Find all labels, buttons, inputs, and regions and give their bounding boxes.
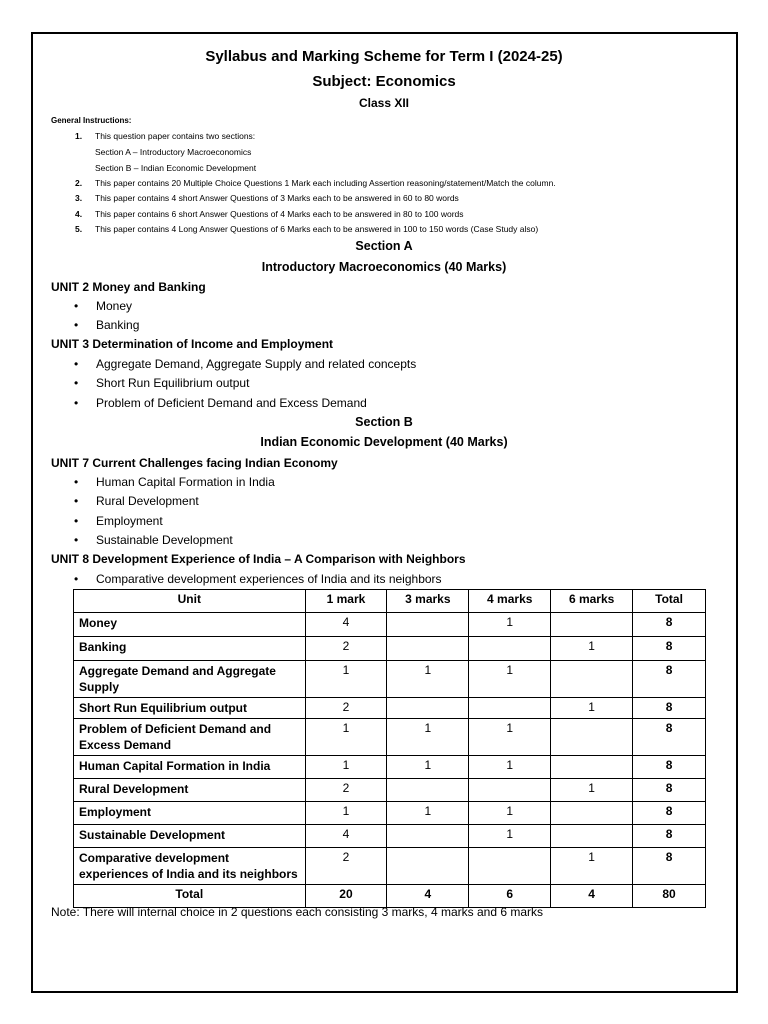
instruction-number: 3. <box>75 193 83 203</box>
bullet-icon: • <box>74 396 79 410</box>
unit-cell: Comparative development experiences of India and its neighbors <box>74 848 306 885</box>
unit-cell: Banking <box>74 637 306 661</box>
instructions-heading: General Instructions: <box>51 116 132 125</box>
list-item: • Rural Development <box>74 494 199 508</box>
unit-cell: Employment <box>74 802 306 825</box>
table-row <box>74 779 706 802</box>
bullet-icon: • <box>74 376 79 390</box>
section-a-label: Section A <box>355 239 413 253</box>
table-row <box>74 848 706 885</box>
unit-heading: UNIT 3 Determination of Income and Employment <box>51 337 334 351</box>
three-marks-cell <box>387 825 469 848</box>
table-row <box>74 613 706 637</box>
list-item: • Comparative development experiences of India and its neighbors <box>74 572 442 586</box>
four-marks-cell: 1 <box>469 756 551 779</box>
instruction-text: Section B – Indian Economic Development <box>95 163 257 173</box>
subject-heading: Subject: Economics <box>312 73 456 90</box>
one-mark-cell: 1 <box>305 719 387 756</box>
one-mark-cell: 2 <box>305 698 387 719</box>
bullet-icon: • <box>74 357 79 371</box>
class-heading: Class XII <box>358 96 410 110</box>
total-cell: 8 <box>633 779 706 802</box>
bullet-icon: • <box>74 475 79 489</box>
unit-cell: Rural Development <box>74 779 306 802</box>
total-cell: 8 <box>633 637 706 661</box>
table-row <box>74 719 706 756</box>
total-3-marks: 4 <box>387 885 469 908</box>
total-cell: 8 <box>633 698 706 719</box>
unit-heading: UNIT 8 Development Experience of India – A Comparison with Neighbors <box>51 552 466 566</box>
list-item: • Money <box>74 299 133 313</box>
six-marks-cell: 1 <box>551 637 633 661</box>
three-marks-cell: 1 <box>387 719 469 756</box>
six-marks-cell: 1 <box>551 779 633 802</box>
unit-cell: Problem of Deficient Demand and Excess Demand <box>74 719 306 756</box>
unit-cell: Money <box>74 613 306 637</box>
unit-cell: Sustainable Development <box>74 825 306 848</box>
instruction-number: 2. <box>75 178 83 188</box>
unit-cell: Short Run Equilibrium output <box>74 698 306 719</box>
one-mark-cell: 1 <box>305 661 387 698</box>
instruction-number: 4. <box>75 209 83 219</box>
four-marks-cell: 1 <box>469 719 551 756</box>
total-cell: 8 <box>633 802 706 825</box>
list-item: • Problem of Deficient Demand and Excess Demand <box>74 396 367 410</box>
bullet-icon: • <box>74 533 79 547</box>
total-cell: 8 <box>633 825 706 848</box>
three-marks-cell: 1 <box>387 756 469 779</box>
header-1-mark: 1 mark <box>305 590 387 613</box>
list-item: • Sustainable Development <box>74 533 233 547</box>
section-b-title: Indian Economic Development (40 Marks) <box>260 435 508 449</box>
three-marks-cell: 1 <box>387 661 469 698</box>
table-row <box>74 637 706 661</box>
one-mark-cell: 4 <box>305 825 387 848</box>
instruction-text: This paper contains 4 short Answer Questions of 3 Marks each to be answered in 60 to 80 words <box>95 193 459 203</box>
header-4-marks: 4 marks <box>469 590 551 613</box>
list-item: • Aggregate Demand, Aggregate Supply and related concepts <box>74 357 417 371</box>
three-marks-cell <box>387 848 469 885</box>
table-row <box>74 825 706 848</box>
unit-cell: Human Capital Formation in India <box>74 756 306 779</box>
four-marks-cell: 1 <box>469 613 551 637</box>
bullet-icon: • <box>74 494 79 508</box>
six-marks-cell: 1 <box>551 848 633 885</box>
bullet-icon: • <box>74 318 79 332</box>
instruction-text: Section A – Introductory Macroeconomics <box>95 147 252 157</box>
table-row <box>74 802 706 825</box>
four-marks-cell: 1 <box>469 802 551 825</box>
table-header-row <box>74 590 706 613</box>
six-marks-cell <box>551 719 633 756</box>
three-marks-cell <box>387 779 469 802</box>
table-row <box>74 756 706 779</box>
one-mark-cell: 1 <box>305 802 387 825</box>
footer-note: Note: There will internal choice in 2 questions each consisting 3 marks, 4 marks and 6 marks <box>51 905 544 919</box>
three-marks-cell <box>387 698 469 719</box>
three-marks-cell <box>387 613 469 637</box>
total-cell: 8 <box>633 613 706 637</box>
four-marks-cell: 1 <box>469 825 551 848</box>
six-marks-cell <box>551 825 633 848</box>
list-item: • Banking <box>74 318 140 332</box>
marks-table <box>73 589 706 908</box>
unit-heading: UNIT 7 Current Challenges facing Indian Economy <box>51 456 338 470</box>
header-unit: Unit <box>74 590 306 613</box>
list-item: • Human Capital Formation in India <box>74 475 275 489</box>
six-marks-cell <box>551 756 633 779</box>
total-cell: 8 <box>633 756 706 779</box>
one-mark-cell: 2 <box>305 637 387 661</box>
six-marks-cell <box>551 802 633 825</box>
instruction-text: This paper contains 6 short Answer Questions of 4 Marks each to be answered in 80 to 100 words <box>95 209 464 219</box>
total-cell: 8 <box>633 719 706 756</box>
bullet-icon: • <box>74 572 79 586</box>
six-marks-cell: 1 <box>551 698 633 719</box>
one-mark-cell: 4 <box>305 613 387 637</box>
section-a-title: Introductory Macroeconomics (40 Marks) <box>261 260 507 274</box>
bullet-icon: • <box>74 299 79 313</box>
bullet-icon: • <box>74 514 79 528</box>
table-row <box>74 698 706 719</box>
total-cell: 8 <box>633 848 706 885</box>
unit-cell: Aggregate Demand and Aggregate Supply <box>74 661 306 698</box>
four-marks-cell <box>469 698 551 719</box>
unit-heading: UNIT 2 Money and Banking <box>51 280 206 294</box>
six-marks-cell <box>551 613 633 637</box>
six-marks-cell <box>551 661 633 698</box>
instruction-text: This paper contains 20 Multiple Choice Questions 1 Mark each including Assertion reasoning/statement/Match the column. <box>95 178 556 188</box>
list-item: • Employment <box>74 514 163 528</box>
four-marks-cell: 1 <box>469 661 551 698</box>
instruction-text: This paper contains 4 Long Answer Questions of 6 Marks each to be answered in 100 to 150 words (Case Study also) <box>95 224 539 234</box>
instruction-text: This question paper contains two sections: <box>95 131 256 141</box>
table-row <box>74 661 706 698</box>
four-marks-cell <box>469 779 551 802</box>
header-total: Total <box>633 590 706 613</box>
total-cell: 8 <box>633 661 706 698</box>
instruction-number: 1. <box>75 131 83 141</box>
three-marks-cell: 1 <box>387 802 469 825</box>
four-marks-cell <box>469 637 551 661</box>
page-title: Syllabus and Marking Scheme for Term I (2024-25) <box>205 48 563 65</box>
one-mark-cell: 1 <box>305 756 387 779</box>
four-marks-cell <box>469 848 551 885</box>
one-mark-cell: 2 <box>305 779 387 802</box>
section-b-label: Section B <box>355 415 413 429</box>
total-label: Total <box>74 885 306 908</box>
total-4-marks: 6 <box>469 885 551 908</box>
total-6-marks: 4 <box>551 885 633 908</box>
one-mark-cell: 2 <box>305 848 387 885</box>
instruction-number: 5. <box>75 224 83 234</box>
three-marks-cell <box>387 637 469 661</box>
total-1-mark: 20 <box>305 885 387 908</box>
grand-total: 80 <box>633 885 706 908</box>
list-item: • Short Run Equilibrium output <box>74 376 250 390</box>
header-6-marks: 6 marks <box>551 590 633 613</box>
header-3-marks: 3 marks <box>387 590 469 613</box>
